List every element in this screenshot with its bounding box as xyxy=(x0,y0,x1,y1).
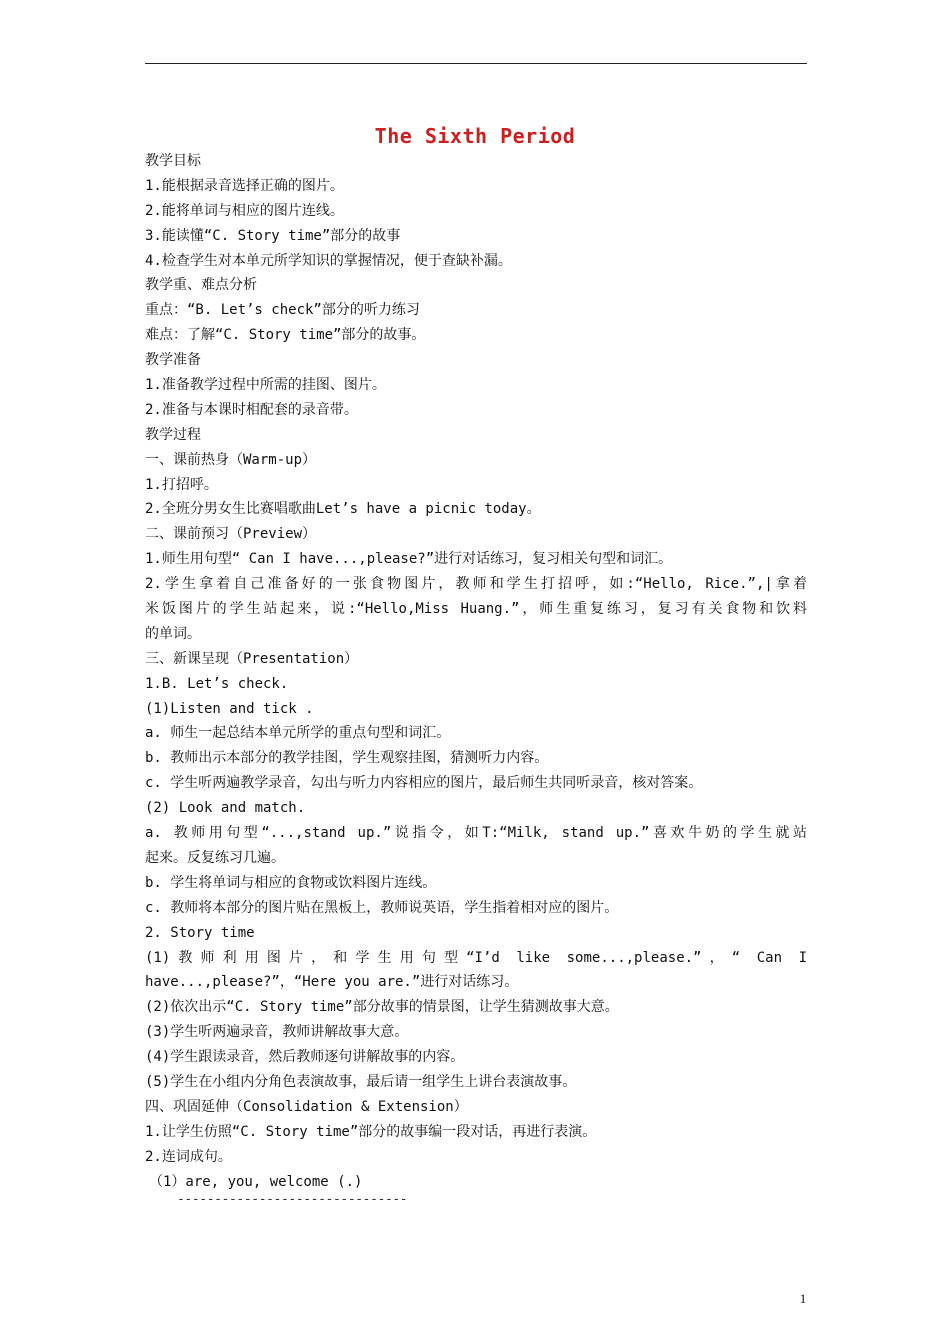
text-line: c. 教师将本部分的图片贴在黑板上，教师说英语，学生指着相对应的图片。 xyxy=(145,899,619,916)
text-line: a. 教师用句型“...,stand up.”说指令，如T:“Milk, stand up.”喜欢牛奶的学生就站 xyxy=(145,825,807,842)
text-line: 1.让学生仿照“C. Story time”部分的故事编一段对话，再进行表演。 xyxy=(145,1123,597,1140)
text-line: 2.学生拿着自己准备好的一张食物图片，教师和学生打招呼，如:“Hello, Rice.”,|拿着 xyxy=(145,576,807,593)
text-line: 2. Story time xyxy=(145,924,255,941)
text-line: 三、新课呈现（Presentation） xyxy=(145,650,359,667)
text-line: (3)学生听两遍录音，教师讲解故事大意。 xyxy=(145,1024,409,1041)
text-line: b. 教师出示本部分的教学挂图，学生观察挂图，猜测听力内容。 xyxy=(145,750,549,767)
text-line: 教学重、难点分析 xyxy=(145,277,257,294)
text-line: 起来。反复练习几遍。 xyxy=(145,849,285,866)
text-line: 2.准备与本课时相配套的录音带。 xyxy=(145,401,358,418)
text-line: (5)学生在小组内分角色表演故事，最后请一组学生上讲台表演故事。 xyxy=(145,1073,577,1090)
text-line: c. 学生听两遍教学录音，勾出与听力内容相应的图片，最后师生共同听录音，核对答案。 xyxy=(145,775,703,792)
text-line: 1.准备教学过程中所需的挂图、图片。 xyxy=(145,377,386,394)
text-line: 米饭图片的学生站起来，说:“Hello,Miss Huang.”，师生重复练习，复习有关食物和饮料 xyxy=(145,601,807,618)
text-line: 教学目标 xyxy=(145,153,201,169)
text-line: 教学准备 xyxy=(145,352,201,369)
text-line: 1.打招呼。 xyxy=(145,476,218,493)
text-line: 二、课前预习（Preview） xyxy=(145,526,317,543)
text-line: 1.B. Let’s check. xyxy=(145,675,289,692)
text-line: 4.检查学生对本单元所学知识的掌握情况，便于查缺补漏。 xyxy=(145,252,512,269)
text-line: (2) Look and match. xyxy=(145,800,306,817)
text-line: 2.能将单词与相应的图片连线。 xyxy=(145,202,344,219)
text-line: (1)Listen and tick . xyxy=(145,700,314,717)
text-line: 难点：了解“C. Story time”部分的故事。 xyxy=(145,327,426,344)
text-line: 重点：“B. Let’s check”部分的听力练习 xyxy=(145,302,420,319)
text-line: 的单词。 xyxy=(145,625,201,642)
text-line: (4)学生跟读录音，然后教师逐句讲解故事的内容。 xyxy=(145,1049,465,1066)
text-line: 3.能读懂“C. Story time”部分的故事 xyxy=(145,227,401,244)
header-rule xyxy=(145,63,807,64)
text-line: 一、课前热身（Warm-up） xyxy=(145,451,317,468)
document-body xyxy=(145,149,807,1206)
text-line: 2.连词成句。 xyxy=(145,1148,232,1165)
text-line: （1）are, you, welcome (.) xyxy=(149,1173,363,1190)
text-line: 1.师生用句型“ Can I have...,please?”进行对话练习，复习相关句型和词汇。 xyxy=(145,551,673,568)
text-line: b. 学生将单词与相应的食物或饮料图片连线。 xyxy=(145,874,437,891)
page-number: 1 xyxy=(799,1291,807,1306)
text-line: 教学过程 xyxy=(145,426,201,443)
answer-blank: ------------------------------- xyxy=(177,1192,408,1208)
text-line: have...,please?”，“Here you are.”进行对话练习。 xyxy=(145,974,519,991)
text-line: a. 师生一起总结本单元所学的重点句型和词汇。 xyxy=(145,725,451,742)
text-line: 四、巩固延伸（Consolidation & Extension） xyxy=(145,1098,468,1115)
text-line: (2)依次出示“C. Story time”部分故事的情景图，让学生猜测故事大意。 xyxy=(145,999,619,1016)
text-line: (1)教师利用图片，和学生用句型“I’d like some...,please.”，“ Can I xyxy=(145,949,807,966)
text-line: 1.能根据录音选择正确的图片。 xyxy=(145,177,344,194)
page-title: The Sixth Period xyxy=(374,124,576,148)
text-line: 2.全班分男女生比赛唱歌曲Let’s have a picnic today。 xyxy=(145,501,541,518)
